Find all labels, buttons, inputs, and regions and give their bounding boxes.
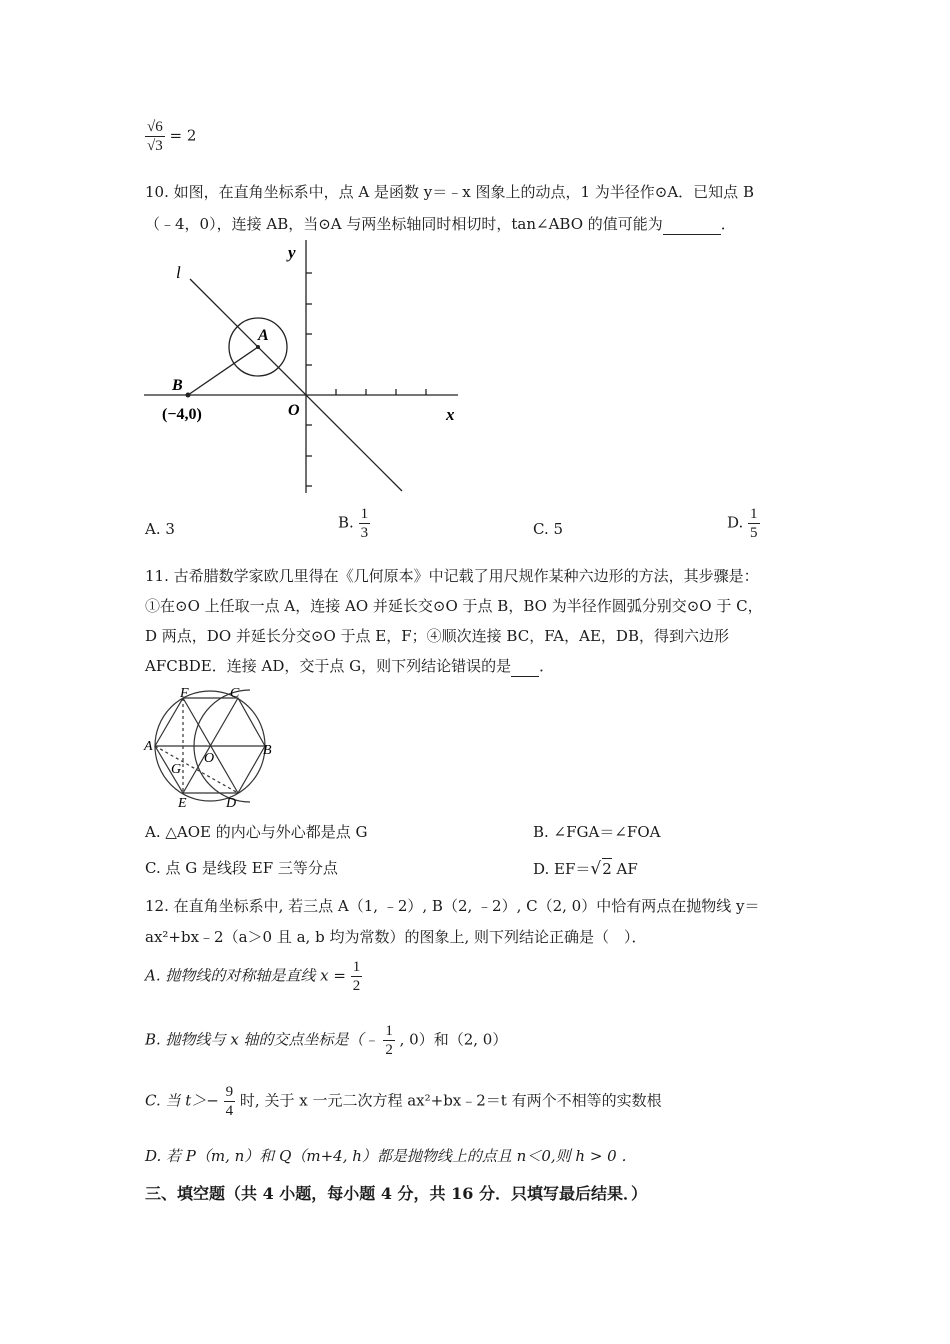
fraction-denominator: 2 <box>385 1042 393 1058</box>
choice-c-fraction <box>224 1083 236 1120</box>
label-o: O <box>288 402 300 419</box>
line-l <box>190 279 402 491</box>
choice-d-pre: D. EF＝ <box>533 860 591 878</box>
label-y: y <box>288 243 296 262</box>
q11-line4-text: AFCBDE．连接 AD，交于点 G，则下列结论错误的是 <box>145 657 512 675</box>
q12-line2: ax²+bx﹣2（a＞0 且 a, b 均为常数）的图象上, 则下列结论正确是（ ）． <box>145 928 647 946</box>
q11-choice-a: A. △AOE 的内心与外心都是点 G <box>145 823 368 841</box>
section-3-heading: 三、填空题（共 4 小题，每小题 4 分，共 16 分．只填写最后结果．） <box>145 1184 647 1203</box>
choice-c-post: 时, 关于 x 一元二次方程 ax²+bx﹣2＝t 有两个不相等的实数根 <box>239 1091 662 1110</box>
fraction-numerator: 1 <box>360 506 369 522</box>
label-g: G <box>171 762 182 777</box>
answer-blank <box>663 214 721 235</box>
q11-choice-b: B. ∠FGA＝∠FOA <box>533 823 661 841</box>
choice-b-post: , 0）和（2, 0） <box>399 1030 508 1049</box>
q10-choice-c: C. 5 <box>533 520 564 538</box>
point-a <box>256 345 260 349</box>
q11-line2: ①在⊙O 上任取一点 A，连接 AO 并延长交⊙O 于点 B，BO 为半径作圆弧分别交⊙O 于 C， <box>145 597 763 615</box>
q10-choice-a: A. 3 <box>145 520 175 538</box>
choice-b-text: B. 抛物线与 x 轴的交点坐标是（﹣ <box>145 1030 379 1049</box>
choice-a-text: A. 抛物线的对称轴是直线 x = <box>145 966 346 985</box>
q11-line4 <box>145 656 554 677</box>
choice-d-label: D. <box>727 513 744 532</box>
label-x: x <box>446 405 455 424</box>
fraction-denominator: 3 <box>360 525 369 541</box>
q12-choice-a <box>145 958 362 995</box>
fraction-denominator: 2 <box>352 978 361 994</box>
fraction-denominator: 4 <box>225 1103 234 1119</box>
choice-d-post: AF <box>611 860 638 878</box>
q11-choice-d <box>533 858 638 879</box>
q10-choice-b <box>338 505 370 542</box>
label-f: F <box>180 686 189 701</box>
q12-choice-d: D. 若 P（m, n）和 Q（m+4, h）都是抛物线上的点且 n＜0,则 h > 0 ． <box>145 1147 637 1165</box>
point-b <box>186 393 191 398</box>
label-b-coord: (−4,0) <box>162 406 202 423</box>
label-l: l <box>176 263 181 282</box>
choice-b-fraction <box>359 505 371 542</box>
top-equation <box>145 118 196 155</box>
fraction-numerator: 1 <box>750 506 758 522</box>
choice-b-label: B. <box>338 513 354 532</box>
q12-line1: 12. 在直角坐标系中, 若三点 A（1, ﹣2）, B（2, ﹣2）, C（2, 0）中恰有两点在抛物线 y＝ <box>145 897 760 915</box>
label-o: O <box>204 751 215 766</box>
fraction-numerator: 9 <box>225 1084 234 1100</box>
label-c: C <box>230 686 240 701</box>
q10-choice-d <box>727 505 760 542</box>
sqrt-sign: √ <box>590 859 602 879</box>
q11-line1: 11. 古希腊数学家欧几里得在《几何原本》中记载了用尺规作某种六边形的方法，其步骤是： <box>145 567 759 585</box>
q10-line2 <box>145 214 736 235</box>
choice-c-text: C. 当 t＞− <box>145 1091 219 1110</box>
choice-d-fraction <box>748 505 760 542</box>
choice-b-fraction <box>383 1022 395 1059</box>
q12-choice-c <box>145 1083 662 1120</box>
answer-blank <box>511 656 539 677</box>
fraction-numerator: 1 <box>352 959 361 975</box>
label-b: B <box>172 377 183 394</box>
fraction-numerator: √6 <box>147 119 163 135</box>
choice-a-fraction <box>351 958 363 995</box>
label-d: D <box>226 796 237 811</box>
q10-figure <box>140 238 480 500</box>
q11-choice-c: C. 点 G 是线段 EF 三等分点 <box>145 859 338 877</box>
sqrt-fraction <box>145 118 165 155</box>
q11-line3: D 两点，DO 并延长分交⊙O 于点 E，F；④顺次连接 BC，FA，AE，DB，得到六边形 <box>145 627 729 645</box>
fraction-denominator: √3 <box>147 138 163 154</box>
label-a: A <box>144 739 153 754</box>
q10-line2-text: （﹣4，0），连接 AB，当⊙A 与两坐标轴同时相切时，tan∠ABO 的值可能为 <box>145 215 663 233</box>
equation-rhs: = 2 <box>169 126 197 145</box>
q10-line2-end: ． <box>720 215 736 233</box>
segment-ab <box>188 347 258 395</box>
fraction-numerator: 1 <box>385 1023 393 1039</box>
fraction-denominator: 5 <box>750 525 758 541</box>
q10-line1: 10. 如图，在直角坐标系中，点 A 是函数 y＝﹣x 图象上的动点，1 为半径作⊙A．已知点 B <box>145 183 754 201</box>
label-b: B <box>263 743 272 758</box>
label-a: A <box>258 327 269 344</box>
sqrt-radicand: 2 <box>602 860 612 878</box>
q12-choice-b <box>145 1022 507 1059</box>
q11-line4-end: ． <box>539 657 555 675</box>
q11-figure <box>140 684 285 812</box>
label-e: E <box>178 796 187 811</box>
